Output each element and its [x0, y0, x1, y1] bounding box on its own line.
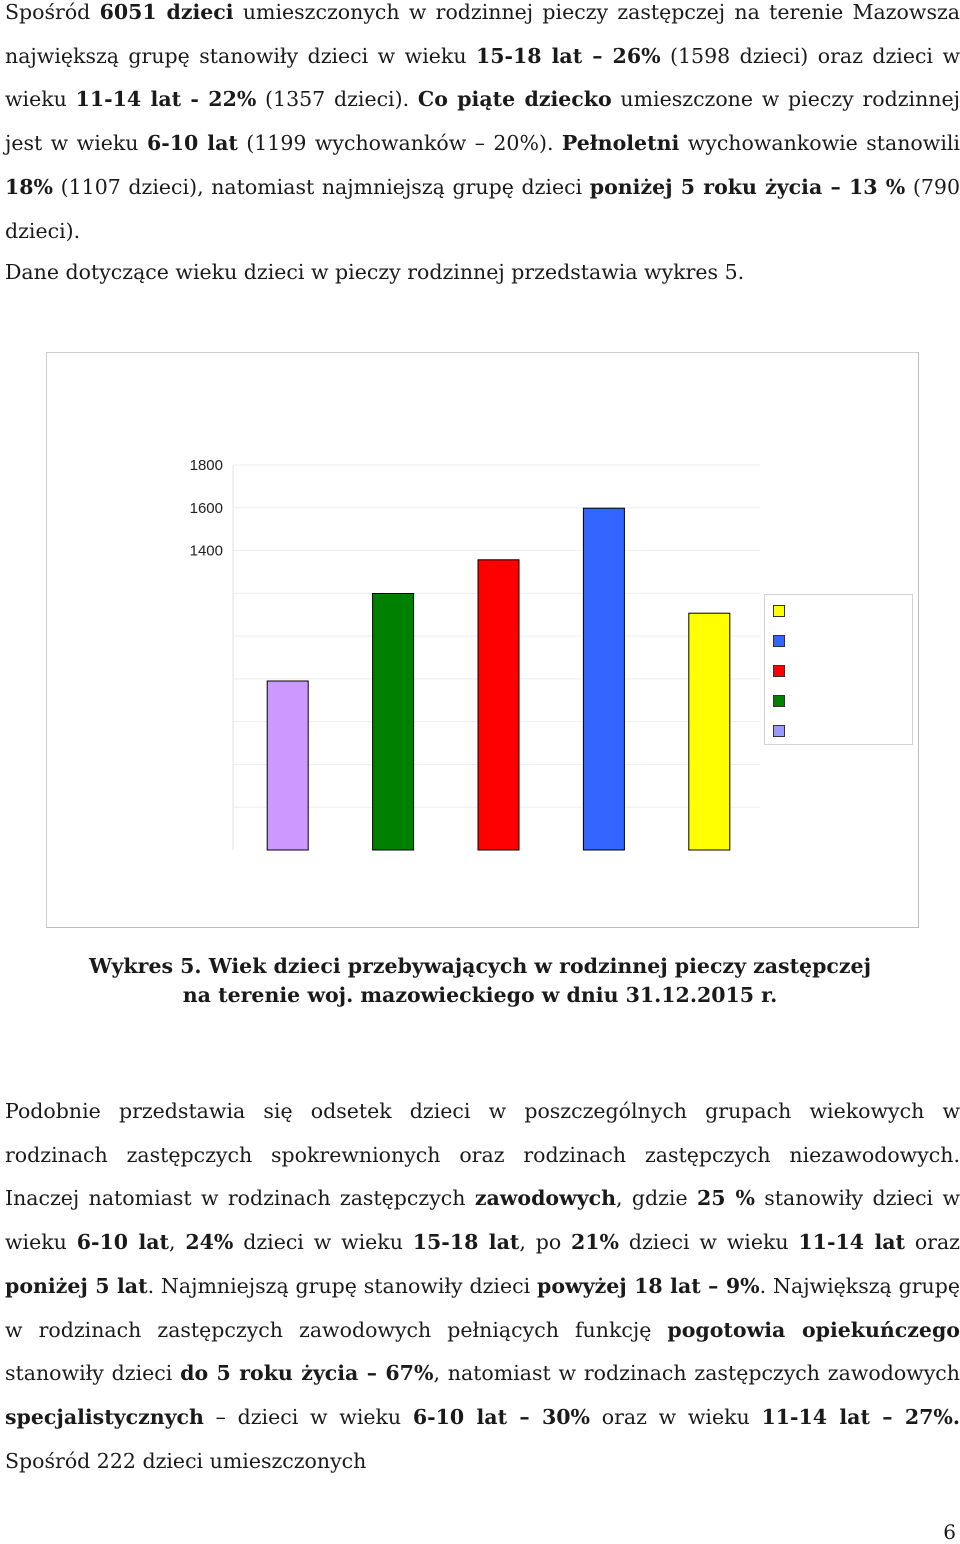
chart-legend — [764, 594, 913, 745]
bar-6-10-lat — [373, 594, 414, 851]
caption-line-1: Wykres 5. Wiek dzieci przebywających w rodzinnej pieczy zastępczej — [88, 954, 872, 978]
y-tick-label: 1400 — [189, 542, 223, 560]
page-number: 6 — [943, 1520, 956, 1544]
professional-families-paragraph: Podobnie przedstawia się odsetek dzieci w poszczególnych grupach wiekowych w rodzinach zastępczych spokrewnionych oraz rodzinach zastępczych niezawodowych. Inaczej natomiast w rodzinach zastępczych zawodowych, gdzie 25 % stanowiły dzieci w wieku 6-10 lat, 24% dzieci w wieku 15-18 lat, po 21% dzieci w wieku 11-14 lat oraz poniżej 5 lat. Najmniejszą grupę stanowiły dzieci powyżej 18 lat – 9%. Największą grupę w rodzinach zastępczych zawodowych pełniących funkcję pogotowia opiekuńczego stanowiły dzieci do 5 roku życia – 67%, natomiast w rodzinach zastępczych zawodowych specjalistycznych – dzieci w wieku 6-10 lat – 30% oraz w wieku 11-14 lat – 27%. Spośród 222 dzieci umieszczonych — [5, 1099, 960, 1473]
legend-swatch — [773, 635, 785, 647]
chart-reference-sentence: Dane dotyczące wieku dzieci w pieczy rodzinnej przedstawia wykres 5. — [5, 260, 745, 284]
bar-powyżej-18-lat — [689, 613, 730, 850]
intro-paragraph: Spośród 6051 dzieci umieszczonych w rodzinnej pieczy zastępczej na terenie Mazowsza największą grupę stanowiły dzieci w wieku 15-18 lat – 26% (1598 dzieci) oraz dzieci w wieku 11-14 lat - 22% (1357 dzieci). Co piąte dziecko umieszczone w pieczy rodzinnej jest w wieku 6-10 lat (1199 wychowanków – 20%). Pełnoletni wychowankowie stanowili 18% (1107 dzieci), natomiast najmniejszą grupę dzieci poniżej 5 roku życia – 13 % (790 dzieci). — [5, 0, 960, 243]
legend-swatch — [773, 695, 785, 707]
caption-line-2: na terenie woj. mazowieckiego w dniu 31.12.2015 r. — [182, 983, 778, 1007]
bar-11-14-lat — [478, 560, 519, 850]
bar-poniżej-5-lat — [267, 681, 308, 850]
legend-swatch — [773, 605, 785, 617]
y-tick-label: 1800 — [189, 457, 223, 474]
legend-swatch — [773, 665, 785, 677]
chart-caption — [0, 952, 960, 1010]
bar-15-18-lat — [583, 508, 624, 850]
y-tick-label: 1600 — [189, 499, 223, 517]
legend-swatch — [773, 725, 785, 737]
